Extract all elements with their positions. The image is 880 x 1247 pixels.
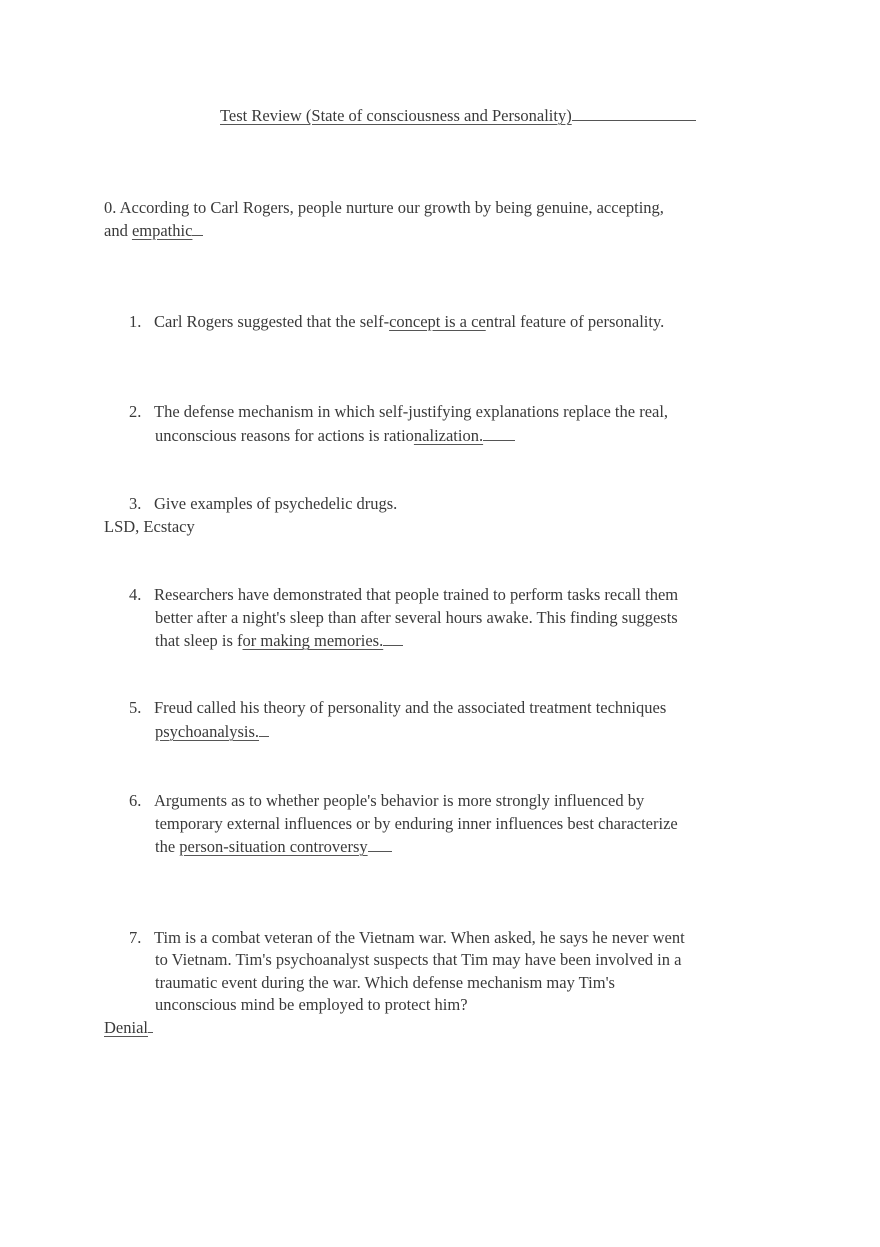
- question-6-line-2: [155, 812, 678, 835]
- question-2-line-2: [155, 424, 515, 447]
- question-0-text: 0. According to Carl Rogers, people nurture our growth by being genuine, accepting,: [104, 198, 664, 217]
- question-number: 5.: [129, 698, 142, 717]
- question-2-text-cont: unconscious reasons for actions is ratio: [155, 426, 414, 445]
- question-3-text: Give examples of psychedelic drugs.: [154, 494, 398, 513]
- question-0-text-cont: and: [104, 221, 132, 240]
- question-2-text: The defense mechanism in which self-justifying explanations replace the real,: [154, 402, 669, 421]
- question-4-line-3: [155, 629, 403, 652]
- answer-blank: [259, 720, 269, 737]
- question-7-text-cont: to Vietnam. Tim's psychoanalyst suspects that Tim may have been involved in a: [155, 950, 682, 969]
- question-number: 2.: [129, 402, 142, 421]
- question-5-answer: psychoanalysis.: [155, 722, 260, 741]
- question-1-answer: concept is a ce: [389, 312, 486, 331]
- question-0-answer: empathic: [131, 221, 193, 240]
- answer-blank: [148, 1016, 153, 1033]
- question-5-line-2: [155, 720, 269, 743]
- page-title: [220, 104, 696, 127]
- question-0-line-2: [104, 219, 203, 242]
- question-5-line-1: [129, 696, 666, 719]
- question-7-text-cont-2: traumatic event during the war. Which defense mechanism may Tim's: [155, 973, 615, 992]
- question-6-text: Arguments as to whether people's behavior is more strongly influenced by: [154, 791, 645, 810]
- question-number: 7.: [129, 928, 142, 947]
- question-6-answer: person-situation controversy: [179, 837, 368, 856]
- question-1-text-end: ntral feature of personality.: [485, 312, 665, 331]
- question-4-text-cont: better after a night's sleep than after several hours awake. This finding suggests: [155, 608, 678, 627]
- question-4-line-2: [155, 606, 678, 629]
- question-1-text: Carl Rogers suggested that the self-: [154, 312, 390, 331]
- question-3-answer: [104, 515, 195, 538]
- question-7-answer-text: Denial: [104, 1018, 148, 1037]
- question-7-line-3: [155, 971, 615, 994]
- question-1: [129, 310, 664, 333]
- question-4-text-end: that sleep is f: [155, 631, 243, 650]
- answer-blank: [483, 424, 515, 441]
- question-4-answer: or making memories.: [242, 631, 384, 650]
- question-7-answer: [104, 1016, 153, 1039]
- title-text: Test Review (State of consciousness and Personality): [220, 106, 572, 125]
- answer-blank: [192, 219, 203, 236]
- question-4-line-1: [129, 583, 678, 606]
- question-6-line-1: [129, 789, 644, 812]
- question-7-line-1: [129, 926, 685, 949]
- question-6-text-end: the: [155, 837, 180, 856]
- title-underline-blank: [572, 104, 696, 121]
- question-5-text: Freud called his theory of personality and the associated treatment techniques: [154, 698, 667, 717]
- answer-blank: [383, 629, 403, 646]
- question-3: [129, 492, 397, 515]
- question-number: 1.: [129, 312, 142, 331]
- question-6-text-cont: temporary external influences or by enduring inner influences best characterize: [155, 814, 678, 833]
- question-0-line-1: [104, 196, 664, 219]
- question-number: 3.: [129, 494, 142, 513]
- question-2-line-1: [129, 400, 668, 423]
- question-number: 6.: [129, 791, 142, 810]
- question-7-text-end: unconscious mind be employed to protect him?: [155, 995, 468, 1014]
- answer-blank: [368, 835, 392, 852]
- question-6-line-3: [155, 835, 392, 858]
- question-4-text: Researchers have demonstrated that people trained to perform tasks recall them: [154, 585, 679, 604]
- question-3-answer-text: LSD, Ecstacy: [104, 517, 195, 536]
- question-2-answer: nalization.: [413, 426, 484, 445]
- question-7-text: Tim is a combat veteran of the Vietnam war. When asked, he says he never went: [154, 928, 685, 947]
- question-7-line-4: [155, 993, 468, 1016]
- question-number: 4.: [129, 585, 142, 604]
- question-7-line-2: [155, 948, 681, 971]
